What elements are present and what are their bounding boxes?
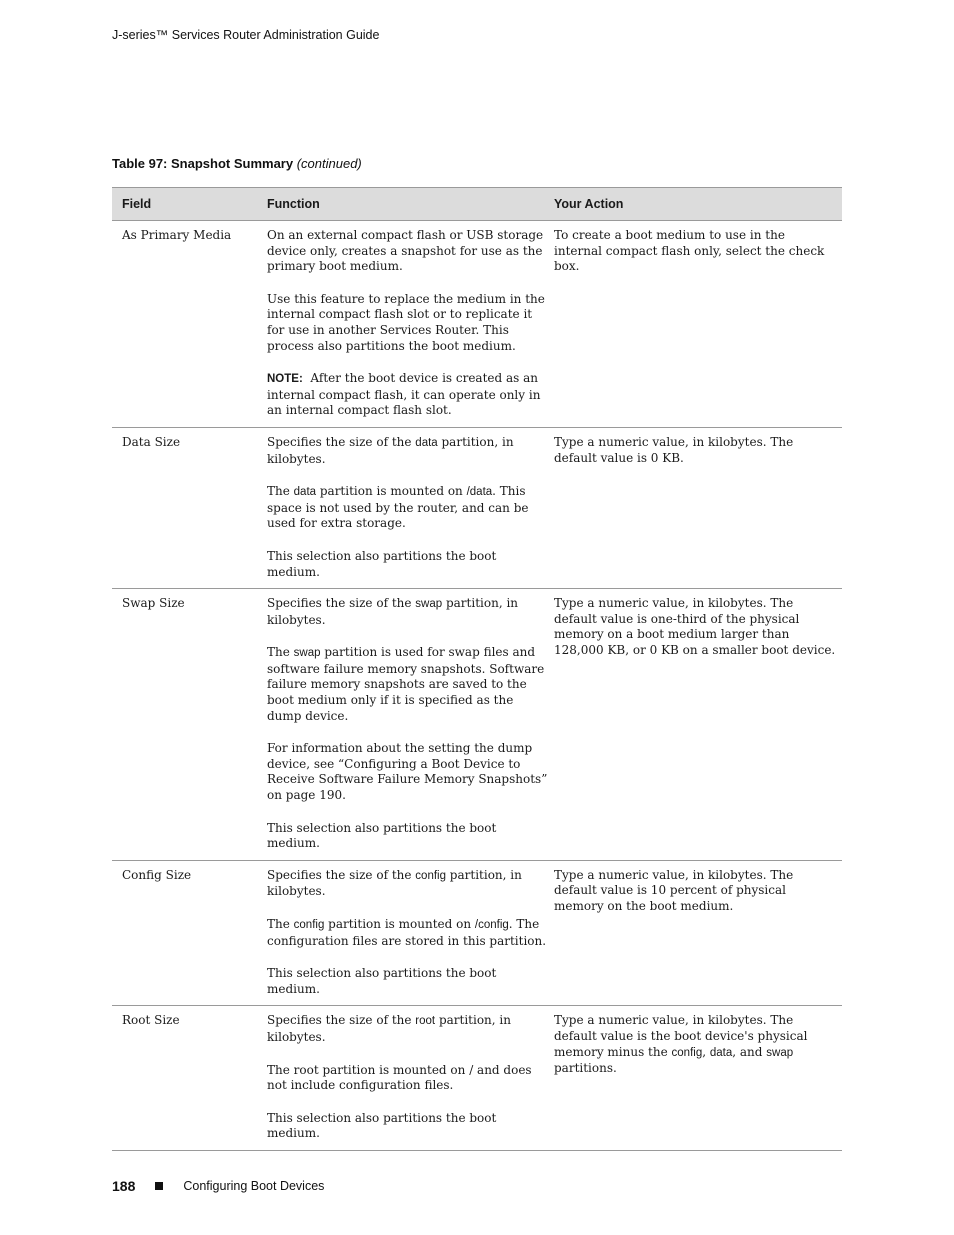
page-footer bbox=[112, 1178, 324, 1194]
text-run: Specifies the size of the bbox=[267, 434, 416, 449]
action-cell: Type a numeric value, in kilobytes. The default value is one-third of the physical memory on a boot medium larger than 128,000 KB, or 0 KB on a smaller boot device. bbox=[554, 596, 836, 657]
code-term: data bbox=[709, 1046, 733, 1059]
function-cell bbox=[267, 861, 554, 1006]
text-run: , and bbox=[732, 1044, 767, 1059]
running-header: J-series™ Services Router Administration Guide bbox=[112, 28, 380, 42]
code-term: swap bbox=[293, 647, 321, 660]
function-paragraph bbox=[267, 435, 548, 467]
page-number: 188 bbox=[112, 1178, 136, 1194]
note-paragraph bbox=[267, 371, 548, 419]
text-run: . The configuration files are stored in this partition. bbox=[267, 917, 547, 948]
table-header-row bbox=[112, 188, 842, 221]
function-paragraph: On an external compact flash or USB storage device only, creates a snapshot for use as the primary boot medium. bbox=[267, 228, 544, 274]
field-cell: Config Size bbox=[122, 867, 192, 882]
field-cell: As Primary Media bbox=[122, 228, 232, 242]
action-cell bbox=[554, 1006, 842, 1150]
function-paragraph bbox=[267, 868, 548, 900]
text-run: partition, in kilobytes. bbox=[267, 596, 519, 627]
code-term: swap bbox=[415, 598, 443, 611]
text-run: The bbox=[267, 645, 294, 660]
field-cell: Swap Size bbox=[122, 596, 185, 611]
table-row bbox=[112, 1006, 842, 1151]
text-run: Specifies the size of the bbox=[267, 1013, 416, 1028]
function-cell bbox=[267, 1006, 554, 1150]
function-paragraph bbox=[267, 596, 548, 628]
function-paragraph bbox=[267, 1013, 548, 1045]
snapshot-summary-table bbox=[112, 187, 842, 1151]
function-paragraph: This selection also partitions the boot medium. bbox=[267, 548, 497, 579]
caption-continued: (continued) bbox=[296, 156, 362, 171]
text-run: partition, in kilobytes. bbox=[267, 1013, 511, 1044]
action-cell: To create a boot medium to use in the internal compact flash only, select the check box. bbox=[554, 228, 825, 274]
function-cell bbox=[267, 221, 554, 427]
text-run: partition is mounted on bbox=[324, 917, 475, 931]
function-paragraph: The root partition is mounted on / and does not include configuration files. bbox=[267, 1062, 532, 1093]
action-cell: Type a numeric value, in kilobytes. The default value is 10 percent of physical memory on the boot medium. bbox=[554, 867, 794, 913]
field-cell: Data Size bbox=[122, 434, 181, 449]
square-bullet-icon bbox=[155, 1182, 163, 1190]
text-run: partition, in kilobytes. bbox=[267, 434, 514, 466]
function-paragraph: For information about the setting the dump device, see “Configuring a Boot Device to Receive Software Failure Memory Snapshots” on page 190. bbox=[267, 741, 548, 803]
text-run: partitions. bbox=[554, 1061, 617, 1076]
function-paragraph bbox=[267, 484, 548, 532]
table-row bbox=[112, 589, 842, 861]
note-label: NOTE: bbox=[267, 373, 303, 386]
text-run: Specifies the size of the bbox=[267, 867, 416, 882]
function-paragraph: This selection also partitions the boot medium. bbox=[267, 1110, 497, 1141]
text-run: The bbox=[267, 917, 294, 931]
column-header-function: Function bbox=[267, 197, 320, 211]
column-header-your-action: Your Action bbox=[554, 197, 624, 211]
action-cell: Type a numeric value, in kilobytes. The default value is 0 KB. bbox=[554, 434, 794, 465]
code-term: config bbox=[671, 1046, 703, 1059]
table-row bbox=[112, 428, 842, 589]
function-paragraph: This selection also partitions the boot medium. bbox=[267, 820, 497, 851]
function-paragraph bbox=[267, 917, 548, 949]
code-term: data bbox=[293, 486, 317, 499]
function-cell bbox=[267, 589, 554, 860]
note-text: After the boot device is created as an internal compact flash, it can operate only in an internal compact flash slot. bbox=[267, 371, 541, 418]
text-run: , bbox=[702, 1044, 710, 1059]
text-run: partition is used for swap files and software failure memory snapshots. Software failure memory snapshots are saved to the boot medium only if it is specified as the dump device. bbox=[267, 645, 545, 723]
column-header-field: Field bbox=[122, 197, 152, 211]
text-run: partition is mounted on bbox=[316, 484, 467, 499]
table-row bbox=[112, 221, 842, 428]
code-term: data bbox=[415, 436, 438, 449]
code-term: root bbox=[415, 1015, 436, 1028]
code-term: config bbox=[415, 869, 446, 882]
footer-section-title: Configuring Boot Devices bbox=[183, 1179, 325, 1193]
table-caption bbox=[112, 156, 362, 171]
text-run: The bbox=[267, 484, 294, 499]
function-cell bbox=[267, 428, 554, 588]
code-term: swap bbox=[766, 1046, 794, 1059]
text-run: Type a numeric value, in kilobytes. The default value is the boot device's physical memory minus the bbox=[554, 1013, 808, 1059]
function-paragraph: This selection also partitions the boot medium. bbox=[267, 966, 497, 996]
text-run: Specifies the size of the bbox=[267, 596, 416, 611]
field-cell: Root Size bbox=[122, 1013, 180, 1028]
code-term: /data bbox=[466, 486, 493, 499]
code-term: config bbox=[293, 919, 325, 931]
text-run: . This space is not used by the router, and can be used for extra storage. bbox=[267, 484, 529, 531]
code-term: /config bbox=[474, 919, 509, 931]
caption-title: Table 97: Snapshot Summary bbox=[112, 156, 294, 171]
function-paragraph: Use this feature to replace the medium in the internal compact flash slot or to replicate it for use in another Services Router. This process also partitions the boot medium. bbox=[267, 291, 545, 353]
text-run: partition, in kilobytes. bbox=[267, 867, 522, 899]
function-paragraph bbox=[267, 645, 548, 724]
table-row bbox=[112, 861, 842, 1007]
